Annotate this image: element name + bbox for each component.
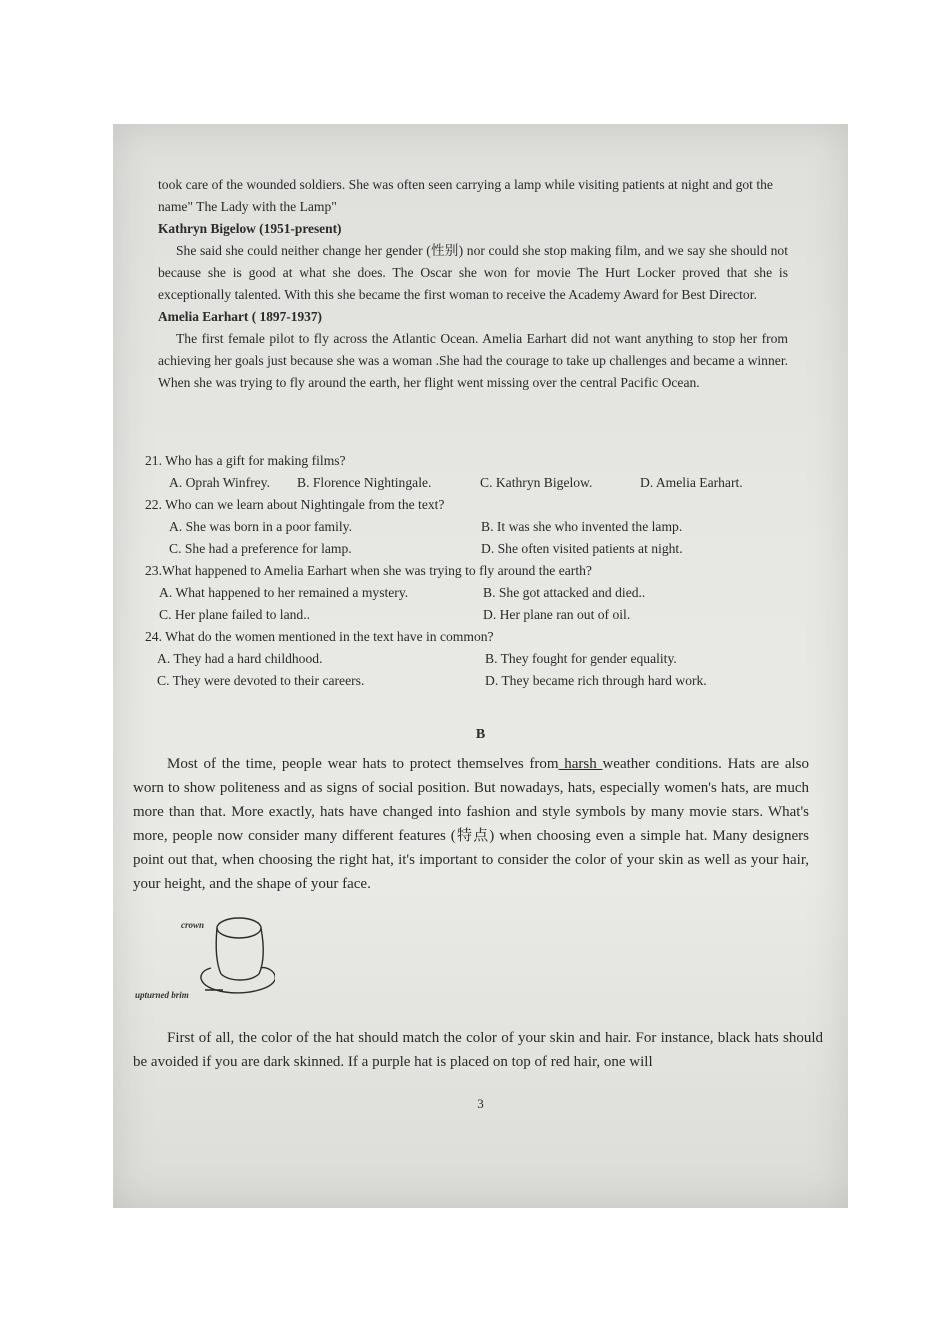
option-a: A. She was born in a poor family. xyxy=(169,519,352,534)
underlined-word-harsh: harsh xyxy=(558,756,603,772)
nightingale-paragraph-end: took care of the wounded soldiers. She was often seen carrying a lamp while visiting patients at night and got the name" The Lady with the Lamp" xyxy=(158,177,773,214)
text-run: weather conditions. Hats are also worn to show politeness and as signs of social position. But nowadays, hats, especially women's hats, are much more than that. More exactly, hats have changed into fashion and style symbols by many movie stars. What's more, people now consider many different features (特点) when choosing even a simple hat. Many designers point out that, when choosing the right hat, it's important to consider the color of your skin as well as your hair, your height, and the shape of your face. xyxy=(133,756,809,892)
question-stem: 21. Who has a gift for making films? xyxy=(145,453,346,468)
option-c: C. Kathryn Bigelow. xyxy=(480,475,593,490)
question-stem: 22. Who can we learn about Nightingale from the text? xyxy=(145,497,445,512)
question-23 xyxy=(145,560,795,626)
question-stem: 24. What do the women mentioned in the text have in common? xyxy=(145,629,494,644)
option-d: D. She often visited patients at night. xyxy=(481,541,683,556)
option-b: B. It was she who invented the lamp. xyxy=(481,519,683,534)
option-b: B. Florence Nightingale. xyxy=(297,475,432,490)
exam-page xyxy=(113,124,848,1208)
passage-a xyxy=(158,174,788,394)
option-a: A. Oprah Winfrey. xyxy=(169,475,270,490)
question-22 xyxy=(145,494,795,560)
option-a: A. What happened to her remained a mystery. xyxy=(159,585,409,600)
kathryn-bigelow-paragraph: She said she could neither change her gender (性别) nor could she stop making film, and we say she should not because she is good at what she does. The Oscar she won for movie The Hurt Locker proved that she is exceptionally talented. With this she became the first woman to receive the Academy Award for Best Director. xyxy=(158,243,788,302)
text-run: Most of the time, people wear hats to protect themselves from xyxy=(167,756,559,772)
page-number: 3 xyxy=(477,1096,484,1111)
section-b-title: B xyxy=(475,727,486,742)
passage-b-paragraph-2 xyxy=(133,1026,823,1074)
option-d: D. Her plane ran out of oil. xyxy=(483,607,631,622)
passage-b-paragraph-1 xyxy=(133,752,809,896)
option-c: C. They were devoted to their careers. xyxy=(157,673,365,688)
question-21 xyxy=(145,450,795,494)
option-d: D. They became rich through hard work. xyxy=(485,673,707,688)
amelia-earhart-paragraph: The first female pilot to fly across the Atlantic Ocean. Amelia Earhart did not want anything to stop her from achieving her goals just because she was a woman .She had the courage to take up challenges and became a winner. When she was trying to fly around the earth, her flight went missing over the central Pacific Ocean. xyxy=(158,331,788,390)
option-d: D. Amelia Earhart. xyxy=(640,475,743,490)
hat-diagram xyxy=(135,910,275,1005)
hat-icon xyxy=(201,918,275,993)
option-c: C. Her plane failed to land.. xyxy=(159,607,310,622)
crown-label: crown xyxy=(181,920,205,930)
option-b: B. They fought for gender equality. xyxy=(485,651,677,666)
amelia-earhart-heading: Amelia Earhart ( 1897-1937) xyxy=(158,309,323,324)
question-24 xyxy=(145,626,795,692)
questions xyxy=(145,450,795,692)
upturned-brim-label: upturned brim xyxy=(135,990,189,1000)
paragraph-text: First of all, the color of the hat should match the color of your skin and hair. For instance, black hats should be avoided if you are dark skinned. If a purple hat is placed on top of red hair, one will xyxy=(133,1030,823,1070)
option-b: B. She got attacked and died.. xyxy=(483,585,646,600)
question-stem: 23.What happened to Amelia Earhart when she was trying to fly around the earth? xyxy=(145,563,592,578)
option-a: A. They had a hard childhood. xyxy=(157,651,323,666)
option-c: C. She had a preference for lamp. xyxy=(169,541,352,556)
kathryn-bigelow-heading: Kathryn Bigelow (1951-present) xyxy=(158,221,342,236)
